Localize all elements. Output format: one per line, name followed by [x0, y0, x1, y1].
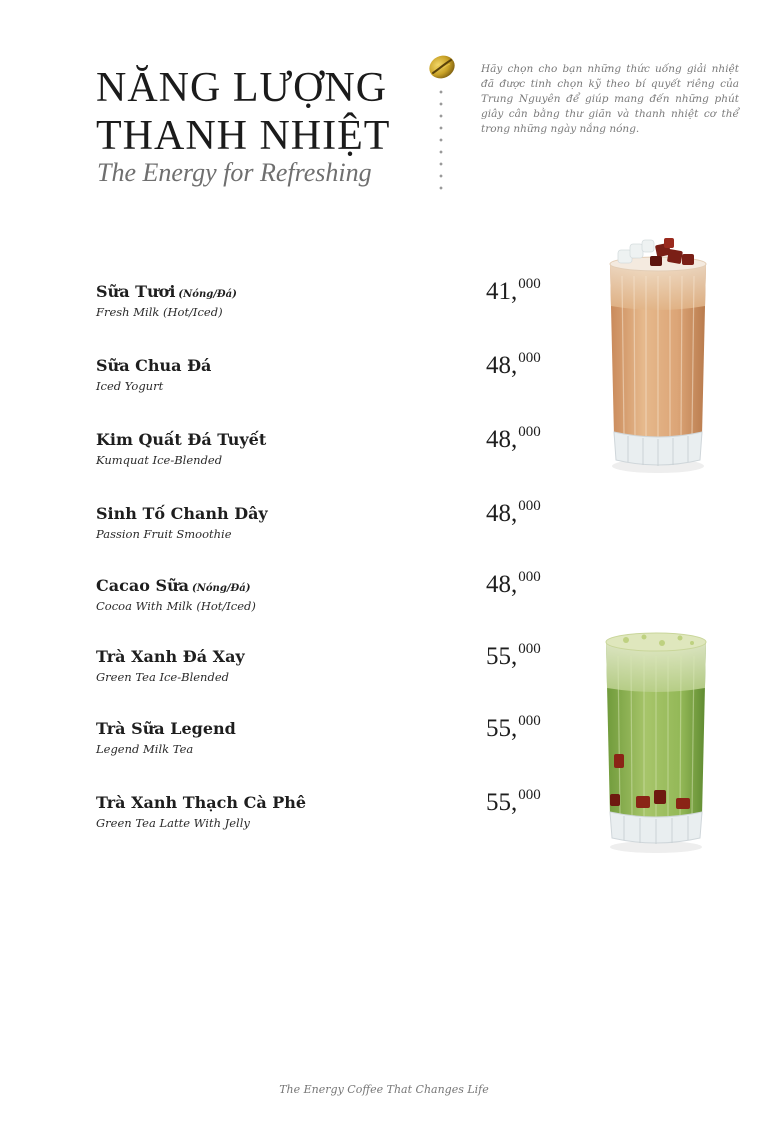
item-price: 48,$^{000}$: [486, 350, 541, 379]
menu-item: [96, 282, 237, 320]
menu-item: [96, 793, 309, 831]
item-name: Trà Sữa Legend: [96, 719, 236, 738]
item-name: Kim Quất Đá Tuyết: [96, 430, 267, 449]
item-price: 48,$^{000}$: [486, 498, 541, 527]
menu-item: [96, 430, 269, 468]
item-name: Trà Xanh Đá Xay: [96, 647, 245, 666]
item-name: Cacao Sữa (Nóng/Đá): [96, 576, 251, 595]
title-line-1: NĂNG LƯỢNG: [96, 65, 388, 111]
item-note: (Nóng/Đá): [192, 583, 251, 594]
item-english: Cocoa With Milk (Hot/Iced): [96, 599, 256, 613]
item-note: (Nóng/Đá): [178, 289, 237, 300]
item-english: Iced Yogurt: [96, 379, 164, 393]
item-english: Passion Fruit Smoothie: [96, 527, 232, 541]
item-english: Fresh Milk (Hot/Iced): [96, 305, 223, 319]
item-price: 55,$^{000}$: [486, 787, 541, 816]
item-name: Sữa Tươi (Nóng/Đá): [96, 282, 237, 301]
item-name: Trà Xanh Thạch Cà Phê: [96, 793, 307, 812]
iced-milk-drink-image: [598, 236, 718, 476]
item-price: 48,$^{000}$: [486, 569, 541, 598]
menu-item: [96, 576, 256, 614]
item-price: 48,$^{000}$: [486, 424, 541, 453]
coffee-bean-icon: [428, 54, 456, 80]
page-subtitle: The Energy for Refreshing: [97, 158, 372, 187]
item-english: Legend Milk Tea: [96, 742, 194, 756]
dotted-divider: [439, 86, 443, 190]
item-price: 41,$^{000}$: [486, 276, 541, 305]
title-line-2: THANH NHIỆT: [96, 113, 391, 159]
item-english: Kumquat Ice-Blended: [96, 453, 223, 467]
menu-item: [96, 356, 214, 394]
item-price: 55,$^{000}$: [486, 641, 541, 670]
item-price: 55,$^{000}$: [486, 713, 541, 742]
page-title: [96, 64, 390, 160]
footer-tagline: The Energy Coffee That Changes Life: [279, 1083, 489, 1096]
item-english: Green Tea Ice-Blended: [96, 670, 229, 684]
menu-item: [96, 719, 239, 757]
green-tea-jelly-drink-image: [596, 626, 716, 856]
item-name: Sinh Tố Chanh Dây: [96, 504, 268, 523]
menu-item: [96, 647, 248, 685]
menu-item: [96, 504, 271, 542]
item-english: Green Tea Latte With Jelly: [96, 816, 250, 830]
intro-text: Hãy chọn cho bạn những thức uống giải nhiệt đã được tinh chọn kỹ theo bí quyết riêng của Trung Nguyên để giúp mang đến những phút giây cân bằng thư giãn và thanh nhiệt cơ thể trong những ngày nắng nóng.: [481, 63, 739, 135]
item-name: Sữa Chua Đá: [96, 356, 212, 375]
